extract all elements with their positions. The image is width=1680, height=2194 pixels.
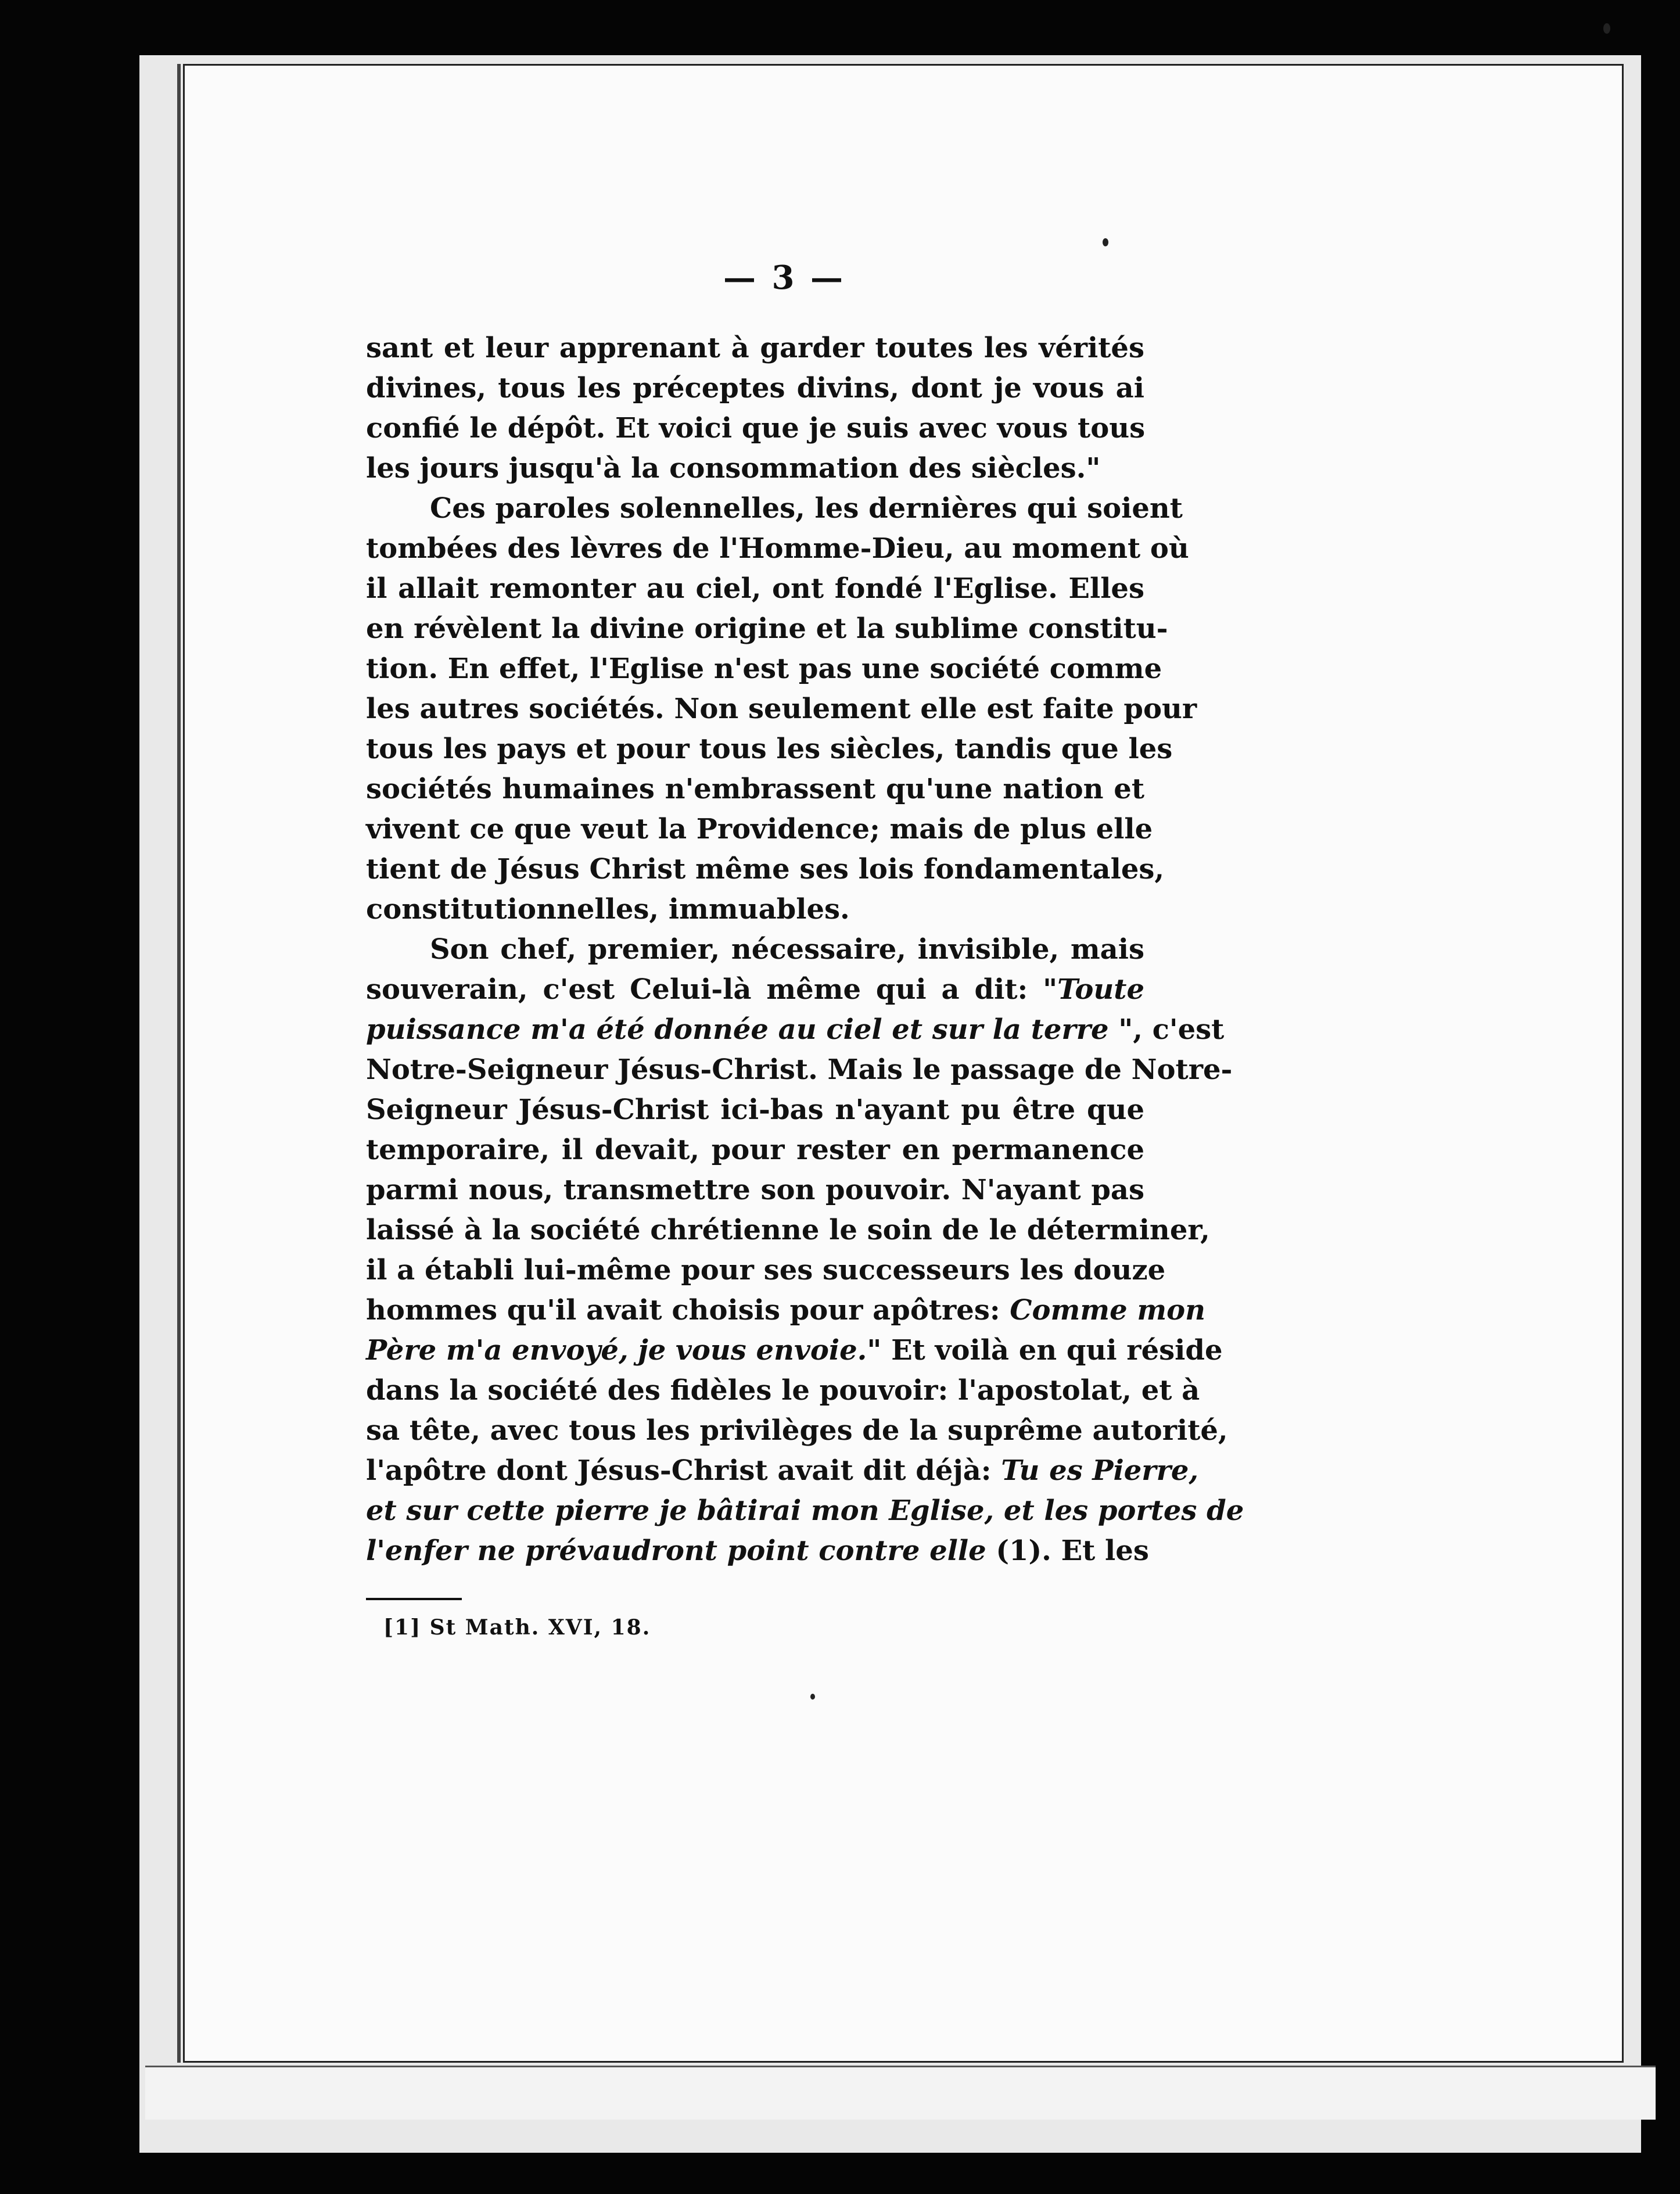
footnote-rule xyxy=(366,1598,462,1600)
text-line: confié le dépôt. Et voici que je suis avec vous tous xyxy=(366,412,1146,444)
text-line: les jours jusqu'à la consommation des siècles." xyxy=(366,452,1101,485)
text-line xyxy=(366,1451,1199,1491)
text-segment: hommes qu'il avait choisis pour apôtres: xyxy=(366,1294,1000,1327)
page-left-edge xyxy=(177,64,181,2063)
scan-speck xyxy=(1103,238,1108,246)
text-line: Ces paroles solennelles, les dernières qui soient xyxy=(430,492,1183,525)
text-segment: souverain, c'est Celui-là même qui a dit: " xyxy=(366,973,1058,1006)
text-line: tion. En effet, l'Eglise n'est pas une société comme xyxy=(366,653,1162,685)
text-line: il a établi lui-même pour ses successeurs les douze xyxy=(366,1254,1166,1286)
text-line xyxy=(366,970,1144,1010)
text-line xyxy=(366,1010,1225,1050)
text-line xyxy=(366,1290,1206,1331)
text-line xyxy=(366,1531,1149,1571)
text-line: temporaire, il devait, pour rester en permanence xyxy=(366,1134,1144,1166)
text-line: sa tête, avec tous les privilèges de la suprême autorité, xyxy=(366,1414,1228,1447)
quotation-italic: Père m'a envoyé, je vous envoie. xyxy=(366,1334,867,1367)
text-line: laissé à la société chrétienne le soin de le déterminer, xyxy=(366,1214,1210,1246)
text-line: les autres sociétés. Non seulement elle est faite pour xyxy=(366,693,1197,725)
footnote: [1] St Math. XVI, 18. xyxy=(383,1615,651,1640)
text-line: tient de Jésus Christ même ses lois fondamentales, xyxy=(366,853,1165,886)
text-segment: " Et voilà en qui réside xyxy=(867,1334,1223,1367)
text-line: sant et leur apprenant à garder toutes les vérités xyxy=(366,332,1144,364)
text-line: vivent ce que veut la Providence; mais de plus elle xyxy=(366,813,1153,845)
text-line: dans la société des fidèles le pouvoir: l'apostolat, et à xyxy=(366,1374,1200,1407)
scan-speck xyxy=(810,1694,815,1700)
text-segment: ", c'est xyxy=(1118,1013,1225,1046)
body-text xyxy=(366,328,1244,1571)
text-line xyxy=(366,1331,1223,1371)
text-line: Son chef, premier, nécessaire, invisible, mais xyxy=(430,933,1144,966)
page-bottom-edge xyxy=(145,2066,1656,2120)
text-segment: (1). Et les xyxy=(996,1535,1149,1567)
text-line: divines, tous les préceptes divins, dont je vous ai xyxy=(366,372,1144,404)
text-line: en révèlent la divine origine et la sublime constitu- xyxy=(366,612,1168,645)
quotation-italic: Toute xyxy=(1057,973,1144,1006)
text-line: Seigneur Jésus-Christ ici-bas n'ayant pu être que xyxy=(366,1094,1144,1126)
text-line: sociétés humaines n'embrassent qu'une nation et xyxy=(366,773,1144,805)
text-segment: l'apôtre dont Jésus-Christ avait dit déjà: xyxy=(366,1454,992,1487)
quotation-italic: Tu es Pierre, xyxy=(1001,1454,1199,1487)
scan-speck xyxy=(1603,23,1610,34)
text-line: il allait remonter au ciel, ont fondé l'Eglise. Elles xyxy=(366,572,1144,605)
text-line: Notre-Seigneur Jésus-Christ. Mais le passage de Notre- xyxy=(366,1053,1233,1086)
quotation-italic: Comme mon xyxy=(1010,1294,1206,1327)
text-line: tombées des lèvres de l'Homme-Dieu, au moment où xyxy=(366,532,1189,565)
text-line: parmi nous, transmettre son pouvoir. N'ayant pas xyxy=(366,1174,1144,1206)
text-line: constitutionnelles, immuables. xyxy=(366,893,850,926)
text-line: tous les pays et pour tous les siècles, tandis que les xyxy=(366,733,1173,765)
page-number: — 3 — xyxy=(723,259,845,297)
quotation-italic: puissance m'a été donnée au ciel et sur la terre xyxy=(366,1013,1109,1046)
text-line: et sur cette pierre je bâtirai mon Eglise, et les portes de xyxy=(366,1494,1244,1527)
quotation-italic: l'enfer ne prévaudront point contre elle xyxy=(366,1535,986,1567)
